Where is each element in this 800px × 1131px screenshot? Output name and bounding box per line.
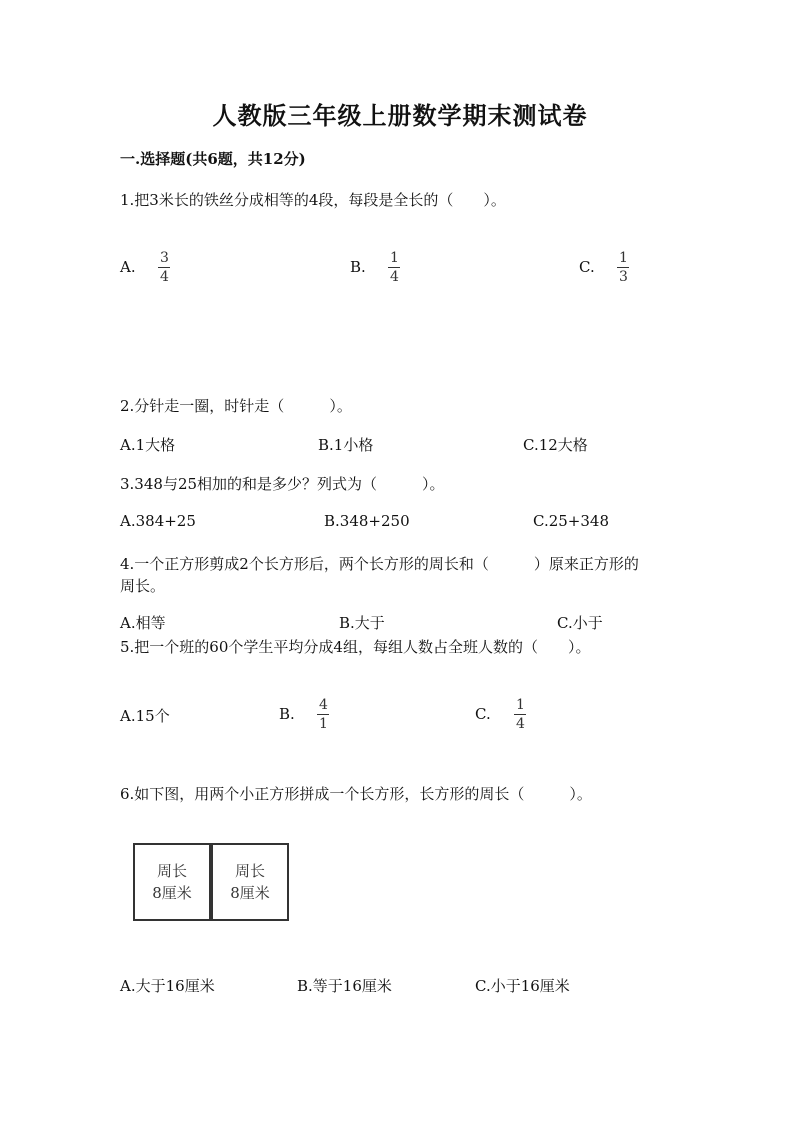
question-6-option-a: A.大于16厘米: [120, 977, 215, 995]
question-1-stem: 1.把3米长的铁丝分成相等的4段，每段是全长的（ ）。: [120, 191, 506, 209]
question-5-option-b-fraction: [317, 697, 330, 732]
question-2-stem: 2.分针走一圈，时针走（ ）。: [120, 397, 352, 415]
question-2-option-b: B.1小格: [318, 436, 374, 454]
question-2-option-c: C.12大格: [523, 436, 588, 454]
question-1-option-b-label: B.: [350, 258, 366, 276]
question-1-option-a-fraction: [158, 250, 171, 285]
question-3-option-b: B.348+250: [324, 512, 410, 530]
question-4-option-c: C.小于: [557, 614, 603, 632]
question-3-option-a: A.384+25: [120, 512, 196, 530]
question-1-option-b-fraction: [388, 250, 401, 285]
question-3-option-c: C.25+348: [533, 512, 609, 530]
fraction-denominator: 3: [619, 269, 628, 285]
question-6-option-b: B.等于16厘米: [297, 977, 392, 995]
question-5-option-c-label: C.: [475, 705, 491, 723]
question-5-option-b-label: B.: [279, 705, 295, 723]
question-4-stem-line-1: 4.一个正方形剪成2个长方形后，两个长方形的周长和（ ）原来正方形的: [120, 555, 639, 573]
section-heading: 一.选择题(共6题，共12分): [120, 150, 306, 168]
fraction-denominator: 1: [319, 716, 328, 732]
question-1-option-a-label: A.: [120, 258, 136, 276]
question-6-option-c: C.小于16厘米: [475, 977, 570, 995]
question-1-option-c-fraction: [617, 250, 630, 285]
figure-square-right: [211, 843, 289, 921]
fraction-bar: [158, 267, 170, 268]
question-2-option-a: A.1大格: [120, 436, 176, 454]
square-label-line-1: 周长: [156, 862, 187, 880]
question-6-stem: 6.如下图，用两个小正方形拼成一个长方形，长方形的周长（ ）。: [120, 785, 592, 803]
question-1-option-c-label: C.: [579, 258, 595, 276]
page-title: 人教版三年级上册数学期末测试卷: [212, 101, 588, 130]
question-4-stem-line-2: 周长。: [120, 577, 166, 595]
square-label-line-2: 8厘米: [230, 884, 270, 902]
fraction-denominator: 4: [390, 269, 399, 285]
question-5-option-a: A.15个: [120, 707, 170, 725]
fraction-numerator: 3: [160, 250, 169, 266]
fraction-denominator: 4: [516, 716, 525, 732]
question-5-stem: 5.把一个班的60个学生平均分成4组，每组人数占全班人数的（ ）。: [120, 638, 591, 656]
question-4-option-a: A.相等: [120, 614, 166, 632]
question-6-figure: [133, 843, 293, 923]
fraction-numerator: 1: [619, 250, 628, 266]
fraction-bar: [514, 714, 526, 715]
fraction-bar: [617, 267, 629, 268]
fraction-numerator: 1: [390, 250, 399, 266]
question-3-stem: 3.348与25相加的和是多少？列式为（ ）。: [120, 475, 445, 493]
question-5-option-c-fraction: [514, 697, 527, 732]
square-label-line-1: 周长: [234, 862, 265, 880]
fraction-numerator: 1: [516, 697, 525, 713]
fraction-bar: [317, 714, 329, 715]
fraction-denominator: 4: [160, 269, 169, 285]
question-4-option-b: B.大于: [339, 614, 385, 632]
figure-square-left: [133, 843, 211, 921]
fraction-numerator: 4: [319, 697, 328, 713]
square-label-line-2: 8厘米: [152, 884, 192, 902]
fraction-bar: [388, 267, 400, 268]
